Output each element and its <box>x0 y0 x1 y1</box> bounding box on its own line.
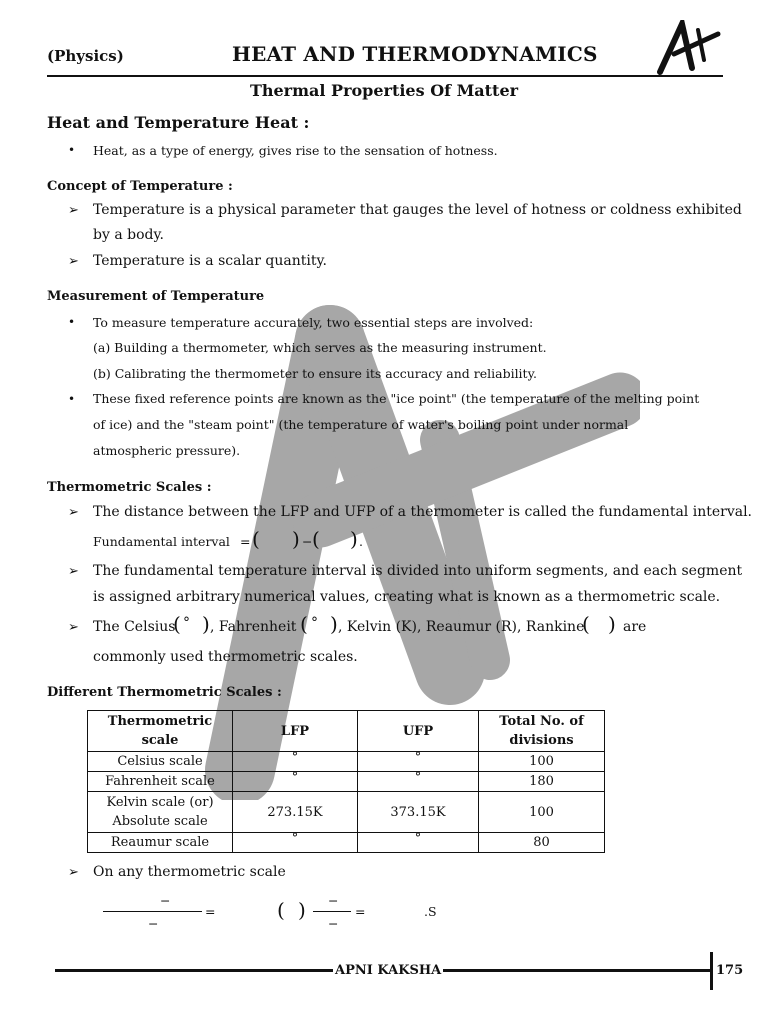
scale-name: Reaumur scale <box>88 833 233 853</box>
table-row <box>88 752 605 772</box>
measurement-b1: To measure temperature accurately, two essential steps are involved: <box>93 315 534 330</box>
header-rule <box>47 75 723 77</box>
bullet-icon: • <box>68 315 76 329</box>
formula-paren: ) <box>202 612 210 636</box>
formula-paren: ( <box>582 612 590 636</box>
scale-ufp: ° <box>358 833 479 853</box>
fraction-minus: − <box>148 916 159 931</box>
scales-a3-kelvin: , Kelvin (K), Reaumur (R), Rankine <box>338 619 585 635</box>
formula-paren: ( <box>300 612 308 636</box>
table-row <box>88 792 605 833</box>
scale-ufp: ° <box>358 772 479 792</box>
final-bullet: On any thermometric scale <box>93 864 286 880</box>
page-number: 175 <box>716 963 744 978</box>
scales-a3-fahrenheit: , Fahrenheit <box>210 619 297 635</box>
formula-paren: ( <box>312 527 320 551</box>
fraction-equals: = <box>355 904 366 919</box>
scale-total: 100 <box>479 792 605 833</box>
scale-name: Kelvin scale (or) Absolute scale <box>88 792 233 833</box>
scale-lfp: 273.15K <box>233 792 358 833</box>
scales-a2-line2: is assigned arbitrary numerical values, creating what is known as a thermometric scale. <box>93 589 721 605</box>
table-row <box>88 833 605 853</box>
scale-total: 180 <box>479 772 605 792</box>
scales-a1: The distance between the LFP and UFP of a thermometer is called the fundamental interval. <box>93 504 752 520</box>
measurement-b2-line1: These fixed reference points are known as the "ice point" (the temperature of the melting point <box>93 391 700 406</box>
degree-symbol: ° <box>183 615 190 631</box>
fraction-bar <box>103 911 202 912</box>
brand-logo-icon <box>652 20 724 76</box>
formula-paren: ) <box>292 527 300 551</box>
formula-paren: ( <box>277 898 285 922</box>
arrow-bullet-icon: ➢ <box>68 564 79 579</box>
scale-total: 80 <box>479 833 605 853</box>
fraction-minus: − <box>160 893 171 908</box>
formula-equals: = <box>240 534 251 549</box>
scale-lfp: ° <box>233 772 358 792</box>
formula-paren: ) <box>298 898 306 922</box>
column-header: LFP <box>233 711 358 752</box>
arrow-bullet-icon: ➢ <box>68 505 79 520</box>
scale-name: Fahrenheit scale <box>88 772 233 792</box>
bullet-icon: • <box>68 143 76 157</box>
arrow-bullet-icon: ➢ <box>68 865 79 880</box>
scale-total: 100 <box>479 752 605 772</box>
table-row <box>88 772 605 792</box>
formula-paren: ) <box>330 612 338 636</box>
scale-lfp: ° <box>233 833 358 853</box>
scales-a3-are: are <box>623 619 647 635</box>
degree-symbol: ° <box>311 615 318 631</box>
page-title: HEAT AND THERMODYNAMICS <box>232 42 598 66</box>
scales-table <box>87 710 605 853</box>
footer-divider <box>710 952 713 990</box>
heat-bullet-text: Heat, as a type of energy, gives rise to the sensation of hotness. <box>93 143 498 158</box>
fundamental-interval-label: Fundamental interval <box>93 534 230 549</box>
measurement-heading: Measurement of Temperature <box>47 289 265 304</box>
different-scales-heading: Different Thermometric Scales : <box>47 685 282 700</box>
subject-label: (Physics) <box>47 47 124 65</box>
bullet-icon: • <box>68 392 76 406</box>
fraction-minus: − <box>328 916 339 931</box>
column-header: UFP <box>358 711 479 752</box>
table-header-row <box>88 711 605 752</box>
scale-ufp: 373.15K <box>358 792 479 833</box>
fraction-bar <box>313 911 351 912</box>
footer-brand: APNI KAKSHA <box>335 963 442 978</box>
fraction-tail: .S <box>424 904 437 919</box>
scales-heading: Thermometric Scales : <box>47 480 212 495</box>
scales-a2-line1: The fundamental temperature interval is divided into uniform segments, and each segment <box>93 563 743 579</box>
scales-a3-line2: commonly used thermometric scales. <box>93 649 358 665</box>
scale-name: Celsius scale <box>88 752 233 772</box>
column-header: Thermometric scale <box>88 711 233 752</box>
scale-lfp: ° <box>233 752 358 772</box>
concept-item1-line2: by a body. <box>93 227 164 243</box>
page-subtitle: Thermal Properties Of Matter <box>249 81 519 100</box>
formula-paren: ) <box>608 612 616 636</box>
formula-paren: ) <box>350 527 358 551</box>
fraction-minus: − <box>328 893 339 908</box>
arrow-bullet-icon: ➢ <box>68 203 79 218</box>
fraction-equals: = <box>205 904 216 919</box>
measurement-b1a: (a) Building a thermometer, which serves as the measuring instrument. <box>93 340 547 355</box>
formula-paren: ( <box>173 612 181 636</box>
formula-end: . <box>359 534 363 549</box>
section-heading-heat: Heat and Temperature Heat : <box>47 113 310 132</box>
scale-ufp: ° <box>358 752 479 772</box>
arrow-bullet-icon: ➢ <box>68 620 79 635</box>
scales-a3-celsius: The Celsius <box>93 619 176 635</box>
concept-item2: Temperature is a scalar quantity. <box>93 253 327 269</box>
formula-paren: ( <box>252 527 260 551</box>
formula-minus: − <box>302 534 313 549</box>
measurement-b1b: (b) Calibrating the thermometer to ensure its accuracy and reliability. <box>93 366 537 381</box>
measurement-b2-line2: of ice) and the "steam point" (the temperature of water's boiling point under normal <box>93 417 629 432</box>
measurement-b2-line3: atmospheric pressure). <box>93 443 241 458</box>
column-header: Total No. of divisions <box>479 711 605 752</box>
concept-item1-line1: Temperature is a physical parameter that gauges the level of hotness or coldness exhibited <box>93 202 742 218</box>
concept-heading: Concept of Temperature : <box>47 179 233 194</box>
arrow-bullet-icon: ➢ <box>68 254 79 269</box>
